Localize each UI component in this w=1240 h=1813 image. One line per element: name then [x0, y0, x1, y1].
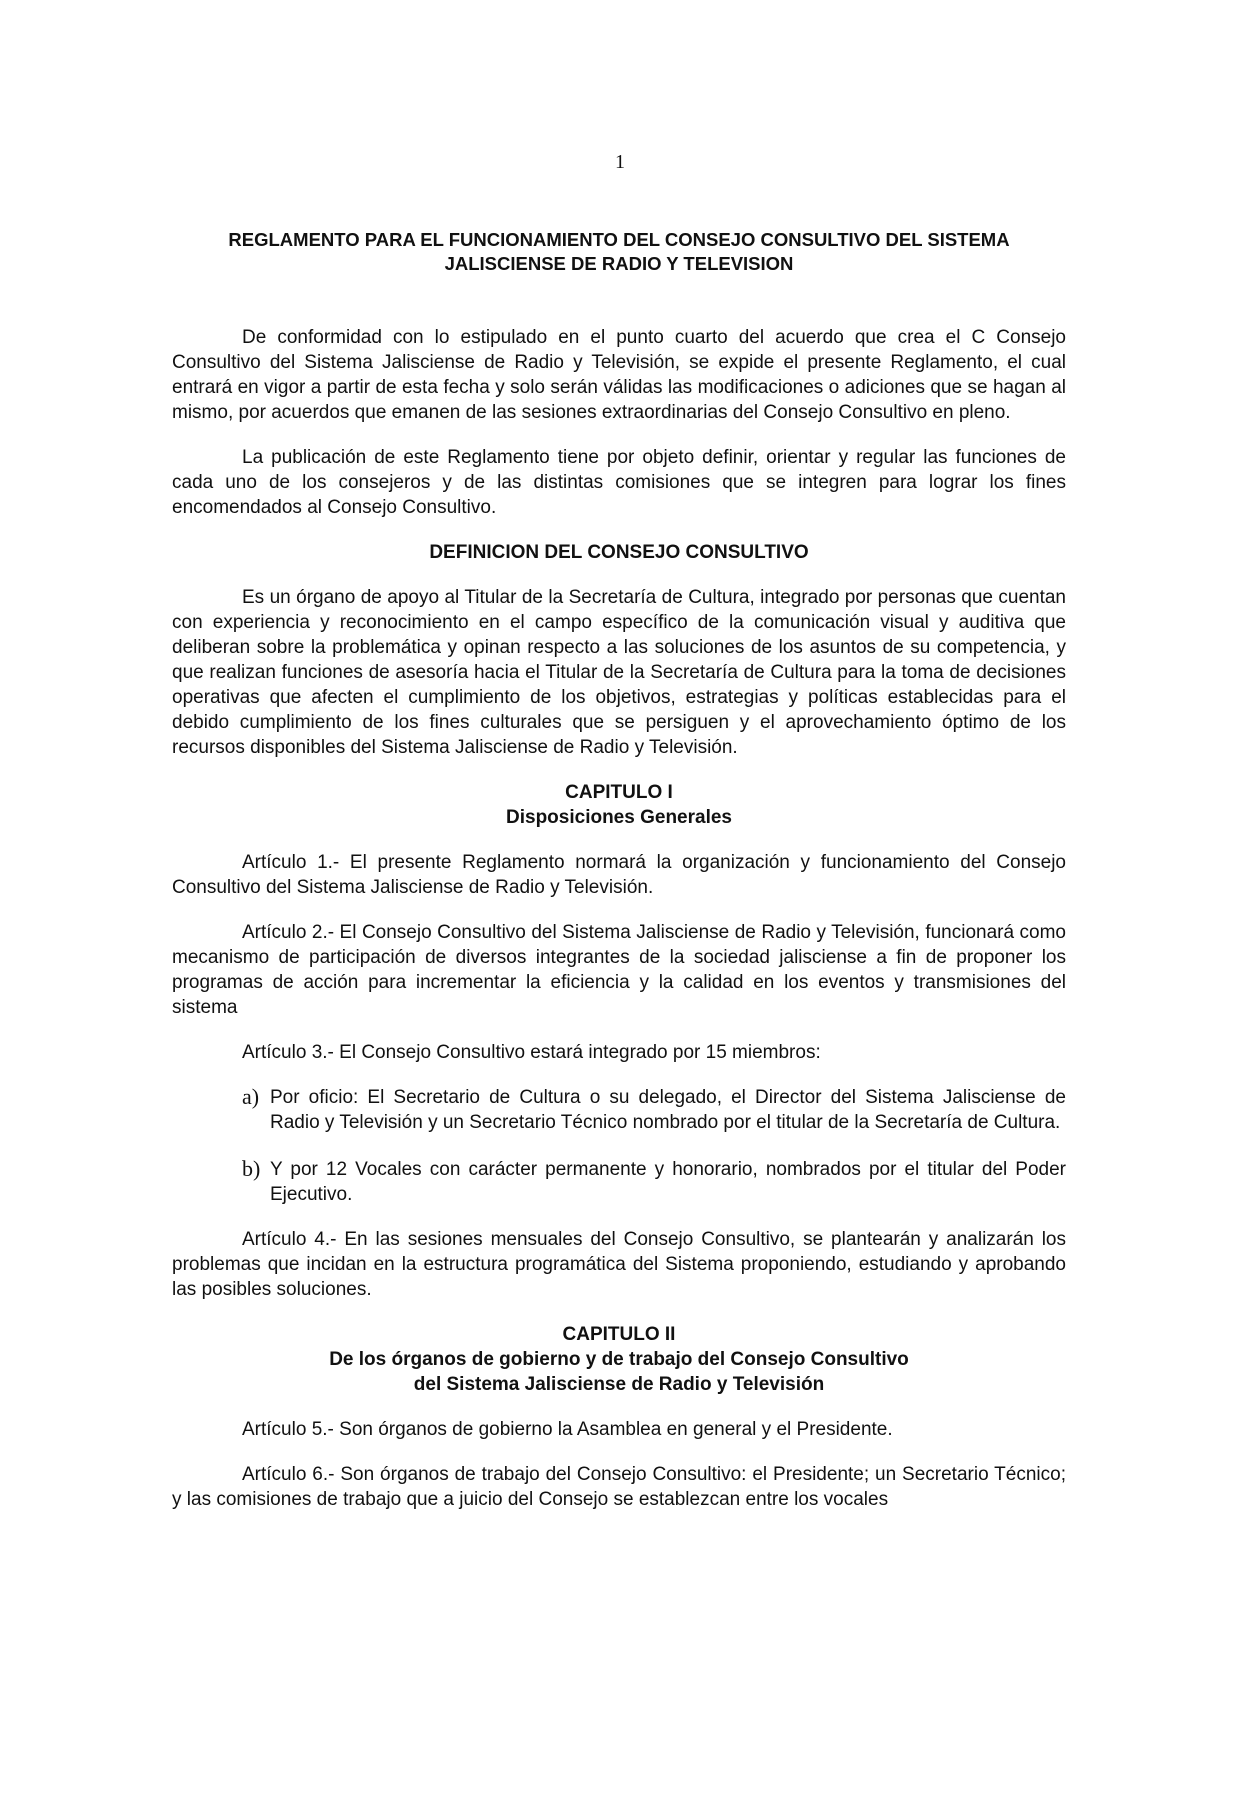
definition-paragraph: Es un órgano de apoyo al Titular de la Secretaría de Cultura, integrado por personas que cuentan con experiencia y reconocimiento en el campo específico de la comunicación visual y auditiva que deliberan sobre la problemática y opinan respecto a las soluciones de los asuntos de su competencia, y que realizan funciones de asesoría hacia el Titular de la Secretaría de Cultura para la toma de decisiones operativas que afecten el cumplimiento de los objetivos, estrategias y políticas establecidas para el debido cumplimiento de los fines culturales que se persiguen y el aprovechamiento óptimo de los recursos disponibles del Sistema Jalisciense de Radio y Televisión.	[172, 587, 1066, 758]
article-1: Artículo 1.- El presente Reglamento normará la organización y funcionamiento del Consejo Consultivo del Sistema Jalisciense de Radio y Televisión.	[172, 852, 1066, 898]
list-item	[172, 1085, 1066, 1135]
intro-paragraph-1: De conformidad con lo estipulado en el punto cuarto del acuerdo que crea el C Consejo Consultivo del Sistema Jalisciense de Radio y Televisión, se expide el presente Reglamento, el cual entrará en vigor a partir de esta fecha y solo serán válidas las modificaciones o adiciones que se hagan al mismo, por acuerdos que emanen de las sesiones extraordinarias del Consejo Consultivo en pleno.	[172, 327, 1066, 423]
article-2: Artículo 2.- El Consejo Consultivo del Sistema Jalisciense de Radio y Televisión, funcionará como mecanismo de participación de diversos integrantes de la sociedad jalisciense a fin de proponer los programas de acción para incrementar la eficiencia y la calidad en los eventos y transmisiones del sistema	[172, 922, 1066, 1018]
list-item	[172, 1157, 1066, 1207]
document-title	[172, 228, 1066, 276]
list-item-marker: a)	[242, 1084, 260, 1109]
definition-heading	[172, 540, 1066, 565]
document-body	[172, 325, 1066, 1532]
article-4: Artículo 4.- En las sesiones mensuales del Consejo Consultivo, se plantearán y analizarán los problemas que incidan en la estructura programática del Sistema proponiendo, estudiando y aprobando las posibles soluciones.	[172, 1229, 1066, 1300]
intro-paragraph-2: La publicación de este Reglamento tiene por objeto definir, orientar y regular las funciones de cada uno de los consejeros y de las distintas comisiones que se integren para lograr los fines encomendados al Consejo Consultivo.	[172, 447, 1066, 518]
chapter-2-subtitle-2: del Sistema Jalisciense de Radio y Televisión	[413, 1374, 825, 1395]
list-item-text: Por oficio: El Secretario de Cultura o su delegado, el Director del Sistema Jalisciense de Radio y Televisión y un Secretario Técnico nombrado por el titular de la Secretaría de Cultura.	[270, 1087, 1066, 1133]
chapter-1-title: CAPITULO I	[565, 782, 673, 803]
document-title-line-1: REGLAMENTO PARA EL FUNCIONAMIENTO DEL CONSEJO CONSULTIVO DEL SISTEMA	[228, 229, 1010, 250]
definition-heading-text: DEFINICION DEL CONSEJO CONSULTIVO	[429, 542, 809, 563]
page-number: 1	[615, 151, 625, 173]
list-item-marker: b)	[242, 1156, 261, 1181]
document-title-line-2: JALISCIENSE DE RADIO Y TELEVISION	[444, 253, 794, 274]
article-3-list	[172, 1085, 1066, 1207]
chapter-2-heading	[172, 1322, 1066, 1397]
chapter-1-subtitle: Disposiciones Generales	[506, 807, 732, 828]
list-item-text: Y por 12 Vocales con carácter permanente y honorario, nombrados por el titular del Poder Ejecutivo.	[270, 1159, 1066, 1205]
article-3: Artículo 3.- El Consejo Consultivo estará integrado por 15 miembros:	[242, 1042, 821, 1063]
article-5: Artículo 5.- Son órganos de gobierno la Asamblea en general y el Presidente.	[242, 1419, 893, 1440]
chapter-1-heading	[172, 780, 1066, 830]
article-6: Artículo 6.- Son órganos de trabajo del Consejo Consultivo: el Presidente; un Secretario Técnico; y las comisiones de trabajo que a juicio del Consejo se establezcan entre los vocales	[172, 1464, 1066, 1510]
chapter-2-subtitle-1: De los órganos de gobierno y de trabajo del Consejo Consultivo	[329, 1349, 909, 1370]
chapter-2-title: CAPITULO II	[562, 1324, 676, 1345]
